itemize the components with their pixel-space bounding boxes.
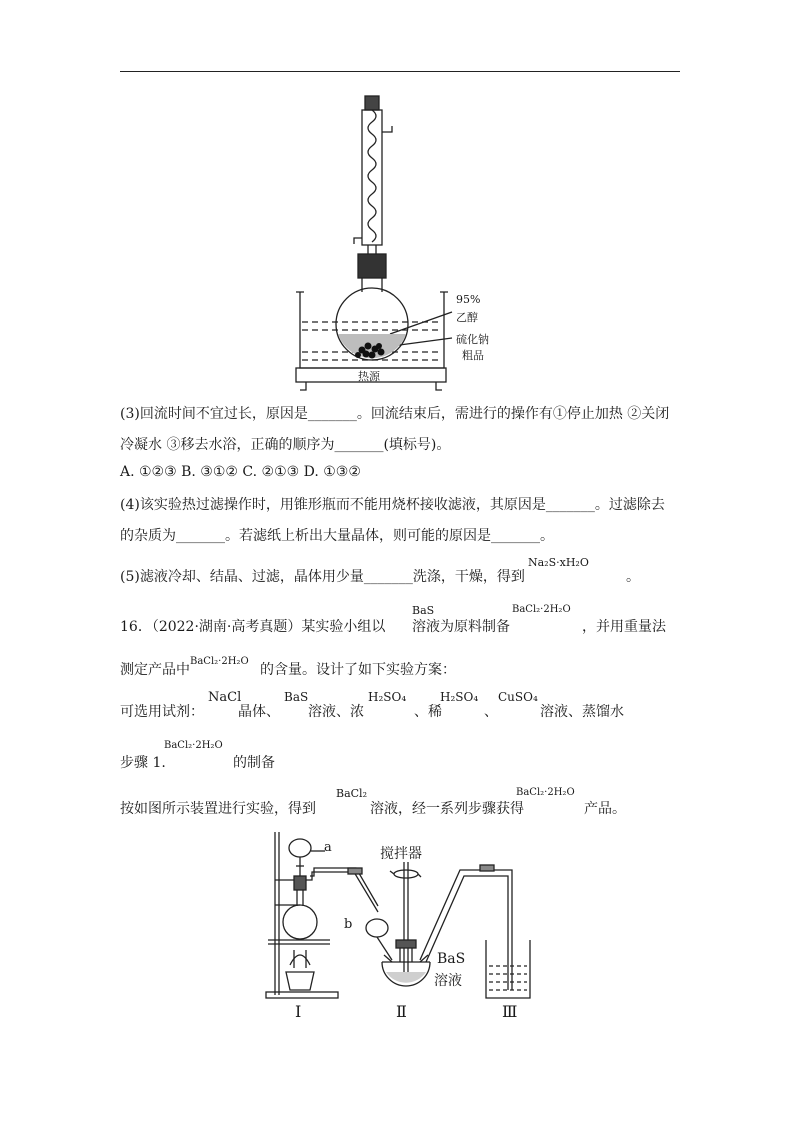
step-1-suffix: 的制备 [233,755,275,771]
reagent-h2so4-conc: H₂SO₄ [368,690,407,704]
label-crude-1: 硫化钠 [456,333,489,346]
q4-line-2: 的杂质为_______。若滤纸上析出大量晶体，则可能的原因是_______。 [120,528,554,544]
formula-na2s: Na₂S·xH₂O [528,556,589,569]
q5-end: 。 [626,569,640,585]
formula-bacl2-1: BaCl₂·2H₂O [512,604,571,615]
q3-line-1: (3)回流时间不宜过长，原因是_______。回流结束后，需进行的操作有①停止加热 ②关闭 [120,406,670,422]
q16-mid: 溶液为原料制备 [412,619,510,635]
reagent-cuso4: CuSO₄ [498,690,538,704]
reagent-nacl: NaCl [208,690,242,705]
label-ethanol: 乙醇 [456,311,478,324]
formula-bacl2-4: BaCl₂ [336,787,367,800]
reagents-label: 可选用试剂： [120,704,204,720]
label-a: a [324,840,332,855]
label-solution: 溶液 [434,973,462,989]
label-II: Ⅱ [396,1002,407,1021]
exp-text-c: 产品。 [584,801,626,817]
label-crude-2: 粗品 [462,349,484,362]
reagent-sep-1: 、稀 [414,704,442,720]
reagent-nacl-text: 晶体、 [238,704,280,720]
reagent-sep-2: 、 [484,704,498,720]
label-bas: BaS [437,951,466,967]
formula-bacl2-5: BaCl₂·2H₂O [516,787,575,798]
label-b: b [344,917,353,932]
exp-text-b: 溶液，经一系列步骤获得 [370,801,524,817]
reagent-h2so4-dil: H₂SO₄ [440,690,479,704]
q3-options: A. ①②③ B. ③①② C. ②①③ D. ①③② [120,464,361,480]
formula-bacl2-2: BaCl₂·2H₂O [190,656,249,667]
q3-line-2: 冷凝水 ③移去水浴，正确的顺序为_______(填标号)。 [120,437,451,453]
q16-suffix: ，并用重量法 [582,619,666,635]
q16-line2-b: 的含量。设计了如下实验方案： [260,662,456,678]
q16-prefix: 16．（2022·湖南·高考真题）某实验小组以 [120,619,386,635]
label-stirrer: 搅拌器 [380,846,422,862]
label-heat-source: 热源 [358,370,380,383]
reagent-bas-text: 溶液、浓 [308,704,364,720]
step-1-prefix: 步骤 1. [120,755,166,771]
formula-bas: BaS [412,604,435,617]
formula-bacl2-3: BaCl₂·2H₂O [164,740,223,751]
label-I: Ⅰ [295,1002,302,1021]
label-ethanol-pct: 95% [456,293,481,306]
exp-text-a: 按如图所示装置进行实验，得到 [120,801,316,817]
label-III: Ⅲ [502,1002,518,1021]
reagent-end: 溶液、蒸馏水 [540,704,624,720]
reflux-apparatus-figure [0,0,800,400]
q16-line2-a: 测定产品中 [120,662,190,678]
q4-line-1: (4)该实验热过滤操作时，用锥形瓶而不能用烧杯接收滤液，其原因是_______。过滤除去 [120,497,665,513]
reagent-bas: BaS [284,690,309,704]
q5-text: (5)滤液冷却、结晶、过滤，晶体用少量_______洗涤，干燥，得到 [120,569,525,585]
